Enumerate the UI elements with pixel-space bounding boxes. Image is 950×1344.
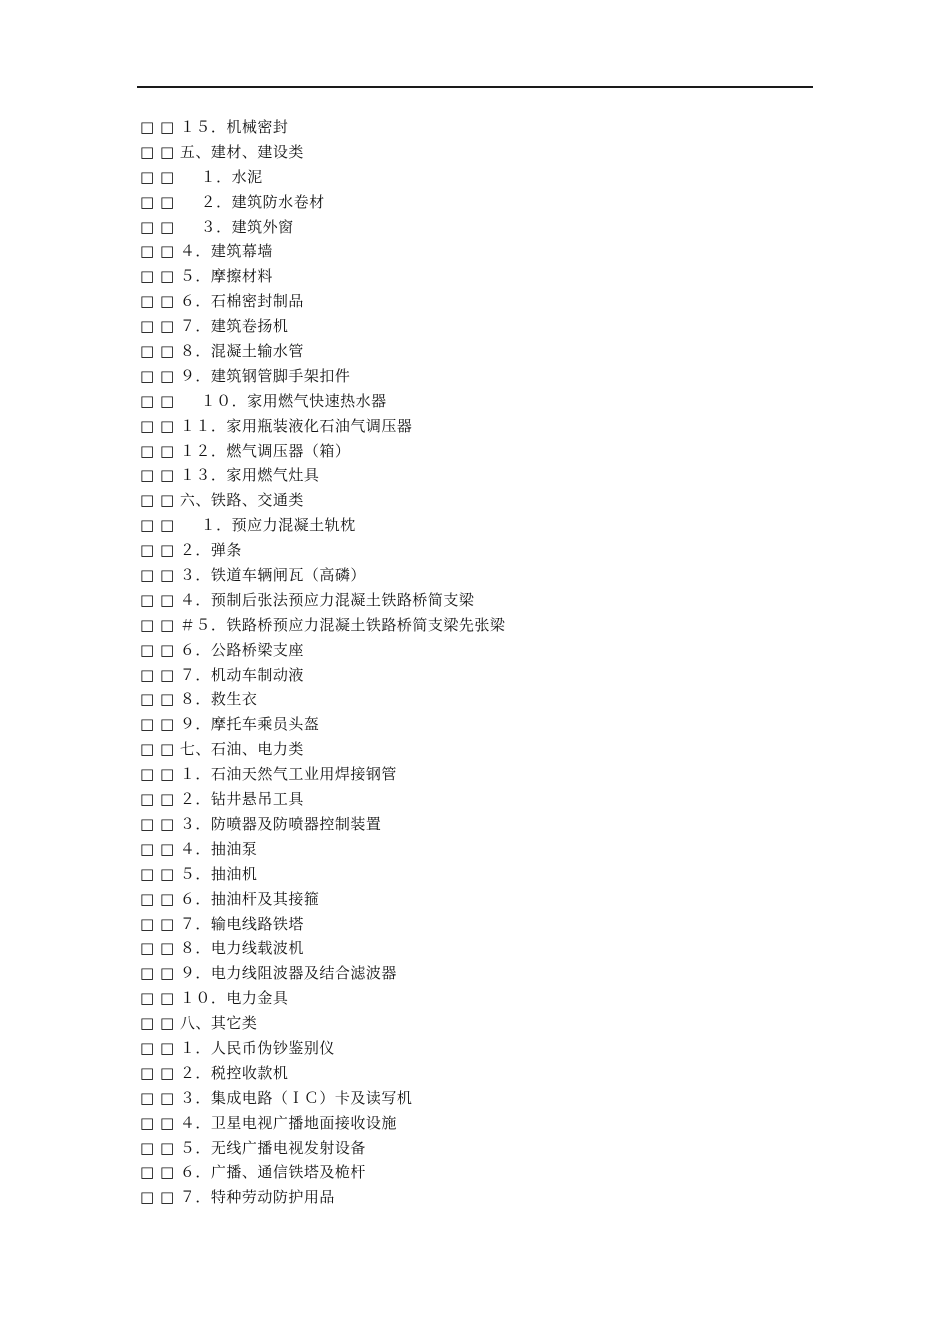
section-heading: □ □ 五、建材、建设类 xyxy=(140,142,304,161)
list-line: □ □ ８．救生衣 xyxy=(140,690,258,709)
list-line: □ □ ７．输电线路铁塔 xyxy=(140,914,304,933)
list-line: □ □ ３．集成电路（ＩＣ）卡及读写机 xyxy=(140,1088,413,1107)
list-line: □ □ ６．公路桥梁支座 xyxy=(140,640,304,659)
list-line: □ □ １．人民币伪钞鉴别仪 xyxy=(140,1038,335,1057)
list-line: □ □ ８．混凝土输水管 xyxy=(140,342,304,361)
list-line: □ □ １２．燃气调压器（箱） xyxy=(140,441,351,460)
list-line: □ □ ６．抽油杆及其接箍 xyxy=(140,889,320,908)
list-line: □ □ ９．摩托车乘员头盔 xyxy=(140,715,320,734)
list-line: □ □ ２．弹条 xyxy=(140,541,242,560)
list-line: □ □ ５．抽油机 xyxy=(140,864,258,883)
list-line: □ □ ４．抽油泵 xyxy=(140,839,258,858)
list-line: □ □ ７．特种劳动防护用品 xyxy=(140,1188,335,1207)
list-line: □ □ ２．钻井悬吊工具 xyxy=(140,790,304,809)
header-rule xyxy=(137,86,813,88)
list-line: □ □ １．预应力混凝土轨枕 xyxy=(140,516,356,535)
list-line: □ □ １１．家用瓶装液化石油气调压器 xyxy=(140,416,413,435)
list-line: □ □ ＃５．铁路桥预应力混凝土铁路桥简支梁先张梁 xyxy=(140,615,506,634)
list-line: □ □ ８．电力线载波机 xyxy=(140,939,304,958)
list-line: □ □ １３．家用燃气灶具 xyxy=(140,466,320,485)
list-line: □ □ １．石油天然气工业用焊接钢管 xyxy=(140,765,397,784)
list-line: □ □ ６．石棉密封制品 xyxy=(140,292,304,311)
list-line: □ □ ２．建筑防水卷材 xyxy=(140,192,325,211)
list-line: □ □ １０．电力金具 xyxy=(140,989,289,1008)
list-line: □ □ ３．建筑外窗 xyxy=(140,217,294,236)
list-line: □ □ １．水泥 xyxy=(140,167,263,186)
document-body xyxy=(140,115,820,1210)
list-line: □ □ ３．铁道车辆闸瓦（高磷） xyxy=(140,566,366,585)
list-line: □ □ ５．无线广播电视发射设备 xyxy=(140,1138,366,1157)
list-line: □ □ ４．建筑幕墙 xyxy=(140,242,273,261)
list-line: □ □ １０．家用燃气快速热水器 xyxy=(140,391,387,410)
section-heading: □ □ 六、铁路、交通类 xyxy=(140,491,304,510)
list-line: □ □ ４．预制后张法预应力混凝土铁路桥简支梁 xyxy=(140,590,475,609)
list-line: □ □ ９．电力线阻波器及结合滤波器 xyxy=(140,964,397,983)
list-line: □ □ ６．广播、通信铁塔及桅杆 xyxy=(140,1163,366,1182)
list-line: □ □ ９．建筑钢管脚手架扣件 xyxy=(140,366,351,385)
list-line: □ □ ５．摩擦材料 xyxy=(140,267,273,286)
list-line: □ □ ７．机动车制动液 xyxy=(140,665,304,684)
list-line: □ □ １５．机械密封 xyxy=(140,118,289,136)
list-line: □ □ ７．建筑卷扬机 xyxy=(140,317,289,336)
section-heading: □ □ 七、石油、电力类 xyxy=(140,740,304,759)
section-heading: □ □ 八、其它类 xyxy=(140,1014,258,1033)
list-line: □ □ ２．税控收款机 xyxy=(140,1063,289,1082)
list-line: □ □ ４．卫星电视广播地面接收设施 xyxy=(140,1113,397,1132)
list-line: □ □ ３．防喷器及防喷器控制装置 xyxy=(140,814,382,833)
